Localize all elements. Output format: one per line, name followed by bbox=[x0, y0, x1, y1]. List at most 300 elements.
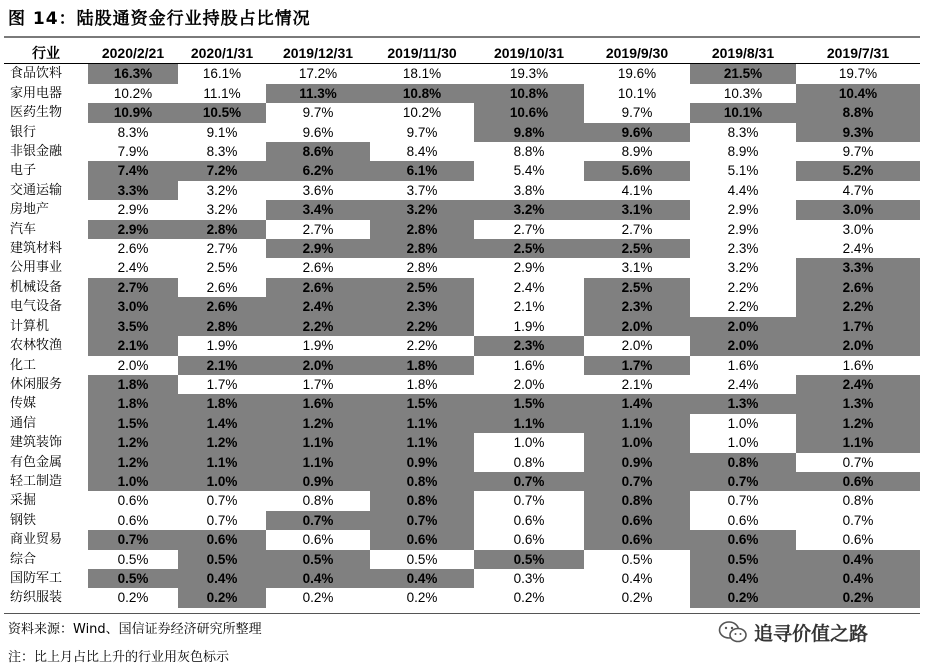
table-row bbox=[4, 453, 920, 472]
share-cell: 2.4% bbox=[513, 279, 545, 295]
share-cell-highlighted: 1.8% bbox=[88, 375, 178, 394]
share-cell: 2.8% bbox=[406, 260, 438, 276]
column-header-date: 2019/12/31 bbox=[282, 45, 354, 61]
share-cell: 1.9% bbox=[513, 318, 545, 334]
share-cell: 2.2% bbox=[406, 338, 438, 354]
industry-name: 纺织服装 bbox=[10, 590, 63, 606]
share-cell-highlighted: 0.8% bbox=[370, 472, 474, 491]
table-row bbox=[4, 433, 920, 452]
industry-name: 电子 bbox=[10, 163, 37, 179]
share-cell: 0.7% bbox=[513, 493, 545, 509]
share-cell-highlighted: 2.2% bbox=[266, 317, 370, 336]
table-row bbox=[4, 161, 920, 180]
industry-name: 医药生物 bbox=[10, 105, 63, 121]
industry-name: 汽车 bbox=[10, 221, 37, 237]
column-header-date: 2019/7/31 bbox=[826, 45, 890, 61]
share-cell-highlighted: 0.9% bbox=[266, 472, 370, 491]
share-cell: 0.6% bbox=[842, 532, 874, 548]
industry-name: 综合 bbox=[10, 551, 37, 567]
share-cell: 2.2% bbox=[727, 299, 759, 315]
share-cell-highlighted: 10.9% bbox=[88, 103, 178, 122]
share-cell-highlighted: 1.4% bbox=[178, 414, 266, 433]
share-cell-highlighted: 10.8% bbox=[370, 84, 474, 103]
share-cell: 0.6% bbox=[727, 512, 759, 528]
share-cell: 11.1% bbox=[203, 85, 241, 101]
share-cell-highlighted: 0.4% bbox=[796, 569, 920, 588]
share-cell: 3.2% bbox=[206, 182, 238, 198]
share-cell: 9.7% bbox=[621, 105, 653, 121]
share-cell-highlighted: 2.0% bbox=[690, 317, 796, 336]
share-cell-highlighted: 16.3% bbox=[88, 64, 178, 84]
table-row bbox=[4, 588, 920, 607]
table-row bbox=[4, 530, 920, 549]
share-cell: 0.6% bbox=[117, 493, 149, 509]
industry-name: 钢铁 bbox=[10, 512, 37, 528]
share-cell-highlighted: 0.5% bbox=[474, 550, 584, 569]
industry-name: 公用事业 bbox=[10, 260, 63, 276]
share-cell: 0.7% bbox=[727, 493, 759, 509]
share-cell: 0.6% bbox=[117, 512, 149, 528]
share-cell-highlighted: 10.8% bbox=[474, 84, 584, 103]
table-row bbox=[4, 375, 920, 394]
highlight-note: 注：比上月占比上升的行业用灰色标示 bbox=[8, 650, 230, 665]
industry-name: 休闲服务 bbox=[10, 376, 63, 392]
industry-name: 通信 bbox=[10, 415, 37, 431]
figure-title: 图 14：陆股通资金行业持股占比情况 bbox=[8, 9, 311, 29]
share-cell-highlighted: 0.6% bbox=[690, 530, 796, 549]
share-cell: 9.7% bbox=[406, 124, 438, 140]
share-cell-highlighted: 0.6% bbox=[584, 530, 690, 549]
share-cell-highlighted: 1.2% bbox=[88, 453, 178, 472]
share-cell: 2.0% bbox=[621, 338, 653, 354]
share-cell: 7.9% bbox=[117, 144, 149, 160]
share-cell: 3.1% bbox=[621, 260, 653, 276]
table-row bbox=[4, 239, 920, 258]
table-body bbox=[4, 64, 920, 608]
industry-name: 化工 bbox=[10, 357, 37, 373]
share-cell-highlighted: 11.3% bbox=[266, 84, 370, 103]
table-row bbox=[4, 297, 920, 316]
share-cell: 0.5% bbox=[117, 551, 149, 567]
share-cell: 1.6% bbox=[842, 357, 874, 373]
share-cell: 0.2% bbox=[302, 590, 334, 606]
share-cell: 2.5% bbox=[206, 260, 238, 276]
industry-name: 银行 bbox=[10, 124, 37, 140]
share-cell: 9.1% bbox=[206, 124, 238, 140]
industry-name: 机械设备 bbox=[10, 279, 63, 295]
share-cell-highlighted: 3.0% bbox=[88, 297, 178, 316]
share-cell: 1.0% bbox=[727, 435, 759, 451]
share-cell: 8.8% bbox=[513, 144, 545, 160]
share-cell-highlighted: 0.5% bbox=[266, 550, 370, 569]
table-row bbox=[4, 394, 920, 413]
share-cell-highlighted: 1.1% bbox=[584, 414, 690, 433]
share-cell-highlighted: 0.4% bbox=[370, 569, 474, 588]
share-cell: 2.2% bbox=[727, 279, 759, 295]
share-cell-highlighted: 9.3% bbox=[796, 123, 920, 142]
industry-name: 国防军工 bbox=[10, 570, 63, 586]
share-cell: 3.0% bbox=[842, 221, 874, 237]
share-cell: 1.9% bbox=[302, 338, 334, 354]
share-cell: 0.2% bbox=[117, 590, 149, 606]
industry-name: 家用电器 bbox=[10, 85, 63, 101]
source-note: 资料来源：Wind、国信证券经济研究所整理 bbox=[8, 622, 262, 637]
title-divider bbox=[4, 36, 920, 38]
share-cell-highlighted: 1.2% bbox=[796, 414, 920, 433]
share-cell-highlighted: 2.0% bbox=[796, 336, 920, 355]
share-cell: 2.9% bbox=[117, 202, 149, 218]
share-cell-highlighted: 0.6% bbox=[178, 530, 266, 549]
share-cell-highlighted: 21.5% bbox=[690, 64, 796, 84]
share-cell-highlighted: 1.7% bbox=[796, 317, 920, 336]
share-cell: 2.7% bbox=[206, 241, 238, 257]
share-cell: 4.4% bbox=[727, 182, 759, 198]
share-cell-highlighted: 0.9% bbox=[370, 453, 474, 472]
share-cell: 1.8% bbox=[406, 376, 438, 392]
share-cell: 2.0% bbox=[117, 357, 149, 373]
share-cell: 10.3% bbox=[723, 85, 763, 101]
table-row bbox=[4, 472, 920, 491]
share-cell-highlighted: 2.6% bbox=[796, 278, 920, 297]
share-cell: 5.1% bbox=[727, 163, 759, 179]
share-cell-highlighted: 1.0% bbox=[178, 472, 266, 491]
table-row bbox=[4, 491, 920, 510]
table-row bbox=[4, 258, 920, 277]
share-cell-highlighted: 5.2% bbox=[796, 161, 920, 180]
column-header-date: 2019/11/30 bbox=[387, 45, 457, 61]
share-cell-highlighted: 2.0% bbox=[690, 336, 796, 355]
share-cell: 2.9% bbox=[727, 221, 759, 237]
share-cell-highlighted: 0.7% bbox=[370, 511, 474, 530]
share-cell-highlighted: 9.8% bbox=[474, 123, 584, 142]
table-row bbox=[4, 64, 920, 84]
share-cell-highlighted: 5.6% bbox=[584, 161, 690, 180]
share-cell-highlighted: 2.9% bbox=[266, 239, 370, 258]
share-cell: 4.1% bbox=[621, 182, 653, 198]
share-cell-highlighted: 2.3% bbox=[370, 297, 474, 316]
share-cell: 10.2% bbox=[402, 105, 442, 121]
share-cell-highlighted: 1.2% bbox=[178, 433, 266, 452]
share-cell: 10.1% bbox=[617, 85, 657, 101]
share-cell-highlighted: 2.4% bbox=[796, 375, 920, 394]
industry-name: 轻工制造 bbox=[10, 473, 63, 489]
share-cell-highlighted: 1.8% bbox=[178, 394, 266, 413]
share-cell: 0.2% bbox=[621, 590, 653, 606]
share-cell-highlighted: 1.5% bbox=[474, 394, 584, 413]
share-cell-highlighted: 2.2% bbox=[796, 297, 920, 316]
wechat-icon bbox=[718, 620, 748, 644]
share-cell: 0.8% bbox=[302, 493, 334, 509]
share-cell: 0.3% bbox=[513, 570, 545, 586]
table-header-row bbox=[4, 44, 920, 64]
holdings-table bbox=[4, 44, 920, 608]
share-cell-highlighted: 2.8% bbox=[370, 239, 474, 258]
share-cell: 9.7% bbox=[842, 144, 874, 160]
share-cell-highlighted: 1.1% bbox=[370, 414, 474, 433]
share-cell-highlighted: 2.8% bbox=[178, 220, 266, 239]
industry-name: 非银金融 bbox=[10, 144, 63, 160]
share-cell-highlighted: 1.2% bbox=[88, 433, 178, 452]
share-cell-highlighted: 1.1% bbox=[796, 433, 920, 452]
table-row bbox=[4, 317, 920, 336]
share-cell-highlighted: 6.1% bbox=[370, 161, 474, 180]
share-cell: 0.6% bbox=[513, 532, 545, 548]
share-cell-highlighted: 1.0% bbox=[584, 433, 690, 452]
share-cell-highlighted: 1.0% bbox=[88, 472, 178, 491]
share-cell-highlighted: 1.2% bbox=[266, 414, 370, 433]
share-cell: 0.4% bbox=[621, 570, 653, 586]
share-cell-highlighted: 2.3% bbox=[474, 336, 584, 355]
share-cell-highlighted: 2.2% bbox=[370, 317, 474, 336]
share-cell-highlighted: 3.5% bbox=[88, 317, 178, 336]
table-row bbox=[4, 356, 920, 375]
share-cell: 8.3% bbox=[206, 144, 238, 160]
share-cell: 1.6% bbox=[513, 357, 545, 373]
share-cell-highlighted: 1.5% bbox=[88, 414, 178, 433]
industry-name: 房地产 bbox=[10, 202, 50, 218]
share-cell-highlighted: 8.6% bbox=[266, 142, 370, 161]
share-cell-highlighted: 1.1% bbox=[266, 433, 370, 452]
share-cell: 0.5% bbox=[406, 551, 438, 567]
share-cell-highlighted: 0.6% bbox=[370, 530, 474, 549]
share-cell-highlighted: 1.8% bbox=[88, 394, 178, 413]
share-cell: 0.7% bbox=[842, 512, 874, 528]
table-row bbox=[4, 278, 920, 297]
share-cell-highlighted: 2.6% bbox=[178, 297, 266, 316]
share-cell: 0.8% bbox=[513, 454, 545, 470]
column-header-date: 2020/1/31 bbox=[190, 45, 254, 61]
share-cell-highlighted: 0.6% bbox=[796, 472, 920, 491]
column-header-date: 2019/10/31 bbox=[493, 45, 565, 61]
share-cell: 3.2% bbox=[206, 202, 238, 218]
industry-name: 建筑装饰 bbox=[10, 435, 63, 451]
share-cell: 1.0% bbox=[727, 415, 759, 431]
share-cell: 2.3% bbox=[727, 241, 759, 257]
share-cell-highlighted: 0.4% bbox=[178, 569, 266, 588]
share-cell-highlighted: 1.5% bbox=[370, 394, 474, 413]
share-cell: 8.3% bbox=[727, 124, 759, 140]
share-cell-highlighted: 3.4% bbox=[266, 200, 370, 219]
share-cell-highlighted: 2.0% bbox=[266, 356, 370, 375]
share-cell-highlighted: 0.7% bbox=[690, 472, 796, 491]
industry-name: 交通运输 bbox=[10, 182, 63, 198]
share-cell-highlighted: 3.0% bbox=[796, 200, 920, 219]
share-cell: 0.6% bbox=[302, 532, 334, 548]
share-cell: 0.8% bbox=[842, 493, 874, 509]
share-cell-highlighted: 0.2% bbox=[690, 588, 796, 607]
industry-name: 电气设备 bbox=[10, 299, 63, 315]
table-row bbox=[4, 220, 920, 239]
share-cell-highlighted: 1.3% bbox=[690, 394, 796, 413]
share-cell: 9.7% bbox=[302, 105, 334, 121]
share-cell: 3.6% bbox=[302, 182, 334, 198]
share-cell-highlighted: 0.7% bbox=[584, 472, 690, 491]
share-cell-highlighted: 0.8% bbox=[370, 491, 474, 510]
share-cell: 1.7% bbox=[206, 376, 238, 392]
share-cell-highlighted: 1.1% bbox=[474, 414, 584, 433]
share-cell: 3.7% bbox=[406, 182, 438, 198]
column-header-date: 2019/8/31 bbox=[711, 45, 775, 61]
share-cell: 2.9% bbox=[513, 260, 545, 276]
share-cell-highlighted: 10.6% bbox=[474, 103, 584, 122]
share-cell-highlighted: 3.2% bbox=[474, 200, 584, 219]
share-cell: 0.7% bbox=[842, 454, 874, 470]
share-cell-highlighted: 2.0% bbox=[584, 317, 690, 336]
share-cell-highlighted: 2.1% bbox=[178, 356, 266, 375]
industry-name: 有色金属 bbox=[10, 454, 63, 470]
watermark-text: 追寻价值之路 bbox=[754, 622, 869, 645]
share-cell-highlighted: 1.4% bbox=[584, 394, 690, 413]
share-cell: 2.1% bbox=[621, 376, 653, 392]
table-row bbox=[4, 550, 920, 569]
table-row bbox=[4, 142, 920, 161]
share-cell-highlighted: 1.1% bbox=[266, 453, 370, 472]
share-cell-highlighted: 1.8% bbox=[370, 356, 474, 375]
table-row bbox=[4, 569, 920, 588]
share-cell: 8.3% bbox=[117, 124, 149, 140]
share-cell-highlighted: 0.4% bbox=[266, 569, 370, 588]
share-cell: 2.0% bbox=[513, 376, 545, 392]
table-row bbox=[4, 123, 920, 142]
table-row bbox=[4, 84, 920, 103]
share-cell: 8.9% bbox=[727, 144, 759, 160]
share-cell-highlighted: 0.5% bbox=[690, 550, 796, 569]
industry-name: 商业贸易 bbox=[10, 532, 63, 548]
share-cell-highlighted: 3.3% bbox=[88, 181, 178, 200]
share-cell: 0.7% bbox=[206, 493, 238, 509]
share-cell: 2.1% bbox=[513, 299, 545, 315]
share-cell-highlighted: 0.6% bbox=[584, 511, 690, 530]
share-cell: 19.3% bbox=[509, 66, 549, 82]
share-cell: 2.4% bbox=[117, 260, 149, 276]
share-cell: 1.7% bbox=[302, 376, 334, 392]
table-row bbox=[4, 181, 920, 200]
industry-name: 传媒 bbox=[10, 396, 37, 412]
share-cell: 0.7% bbox=[206, 512, 238, 528]
industry-name: 农林牧渔 bbox=[10, 338, 63, 354]
share-cell-highlighted: 2.9% bbox=[88, 220, 178, 239]
share-cell: 5.4% bbox=[513, 163, 545, 179]
share-cell-highlighted: 2.5% bbox=[474, 239, 584, 258]
table-row bbox=[4, 336, 920, 355]
share-cell-highlighted: 7.2% bbox=[178, 161, 266, 180]
share-cell-highlighted: 7.4% bbox=[88, 161, 178, 180]
share-cell-highlighted: 2.8% bbox=[370, 220, 474, 239]
share-cell-highlighted: 0.9% bbox=[584, 453, 690, 472]
share-cell-highlighted: 2.3% bbox=[584, 297, 690, 316]
share-cell: 17.2% bbox=[298, 66, 338, 82]
industry-name: 建筑材料 bbox=[10, 241, 63, 257]
share-cell: 9.6% bbox=[302, 124, 334, 140]
share-cell: 2.7% bbox=[621, 221, 653, 237]
share-cell: 2.6% bbox=[117, 241, 149, 257]
share-cell-highlighted: 2.4% bbox=[266, 297, 370, 316]
share-cell-highlighted: 2.5% bbox=[370, 278, 474, 297]
share-cell: 3.8% bbox=[513, 182, 545, 198]
share-cell: 2.7% bbox=[302, 221, 334, 237]
share-cell-highlighted: 2.8% bbox=[178, 317, 266, 336]
share-cell: 0.6% bbox=[513, 512, 545, 528]
industry-name: 食品饮料 bbox=[10, 66, 63, 82]
share-cell-highlighted: 3.2% bbox=[370, 200, 474, 219]
share-cell-highlighted: 10.5% bbox=[178, 103, 266, 122]
share-cell: 8.9% bbox=[621, 144, 653, 160]
watermark bbox=[718, 618, 868, 646]
share-cell-highlighted: 1.1% bbox=[178, 453, 266, 472]
share-cell-highlighted: 3.1% bbox=[584, 200, 690, 219]
share-cell-highlighted: 1.1% bbox=[370, 433, 474, 452]
share-cell: 3.2% bbox=[727, 260, 759, 276]
share-cell-highlighted: 0.7% bbox=[266, 511, 370, 530]
share-cell-highlighted: 1.3% bbox=[796, 394, 920, 413]
share-cell-highlighted: 2.5% bbox=[584, 278, 690, 297]
share-cell: 1.0% bbox=[513, 435, 545, 451]
share-cell-highlighted: 0.5% bbox=[178, 550, 266, 569]
share-cell: 2.4% bbox=[727, 376, 759, 392]
share-cell-highlighted: 8.8% bbox=[796, 103, 920, 122]
share-cell: 16.1% bbox=[202, 66, 242, 82]
share-cell-highlighted: 0.2% bbox=[796, 588, 920, 607]
share-cell: 8.4% bbox=[406, 144, 438, 160]
share-cell: 0.2% bbox=[406, 590, 438, 606]
share-cell-highlighted: 0.4% bbox=[796, 550, 920, 569]
share-cell: 0.2% bbox=[513, 590, 545, 606]
share-cell-highlighted: 2.1% bbox=[88, 336, 178, 355]
share-cell: 0.5% bbox=[621, 551, 653, 567]
share-cell: 2.6% bbox=[302, 260, 334, 276]
share-cell: 1.6% bbox=[727, 357, 759, 373]
share-cell: 19.6% bbox=[617, 66, 657, 82]
share-cell-highlighted: 2.6% bbox=[266, 278, 370, 297]
share-cell-highlighted: 0.8% bbox=[584, 491, 690, 510]
share-cell-highlighted: 2.5% bbox=[584, 239, 690, 258]
share-cell: 2.9% bbox=[727, 202, 759, 218]
share-cell: 1.9% bbox=[206, 338, 238, 354]
share-cell: 4.7% bbox=[842, 182, 874, 198]
table-bottom-rule bbox=[4, 613, 920, 614]
share-cell-highlighted: 0.4% bbox=[690, 569, 796, 588]
share-cell-highlighted: 2.7% bbox=[88, 278, 178, 297]
column-header-date: 2019/9/30 bbox=[605, 45, 669, 61]
share-cell-highlighted: 6.2% bbox=[266, 161, 370, 180]
table-row bbox=[4, 200, 920, 219]
share-cell: 18.1% bbox=[402, 66, 442, 82]
table-row bbox=[4, 414, 920, 433]
share-cell-highlighted: 10.4% bbox=[796, 84, 920, 103]
column-header-date: 2020/2/21 bbox=[101, 45, 165, 61]
industry-name: 计算机 bbox=[10, 318, 50, 334]
share-cell-highlighted: 1.7% bbox=[584, 356, 690, 375]
share-cell-highlighted: 3.3% bbox=[796, 258, 920, 277]
table-row bbox=[4, 511, 920, 530]
share-cell-highlighted: 9.6% bbox=[584, 123, 690, 142]
share-cell: 2.6% bbox=[206, 279, 238, 295]
share-cell: 10.2% bbox=[113, 85, 153, 101]
share-cell: 2.4% bbox=[842, 241, 874, 257]
share-cell-highlighted: 1.6% bbox=[266, 394, 370, 413]
share-cell-highlighted: 0.2% bbox=[178, 588, 266, 607]
table-row bbox=[4, 103, 920, 122]
industry-name: 采掘 bbox=[10, 493, 37, 509]
share-cell-highlighted: 0.8% bbox=[690, 453, 796, 472]
share-cell-highlighted: 0.7% bbox=[474, 472, 584, 491]
column-header-industry: 行业 bbox=[32, 45, 60, 61]
share-cell: 19.7% bbox=[838, 66, 878, 82]
share-cell-highlighted: 0.7% bbox=[88, 530, 178, 549]
share-cell-highlighted: 0.5% bbox=[88, 569, 178, 588]
share-cell: 2.7% bbox=[513, 221, 545, 237]
share-cell-highlighted: 10.1% bbox=[690, 103, 796, 122]
